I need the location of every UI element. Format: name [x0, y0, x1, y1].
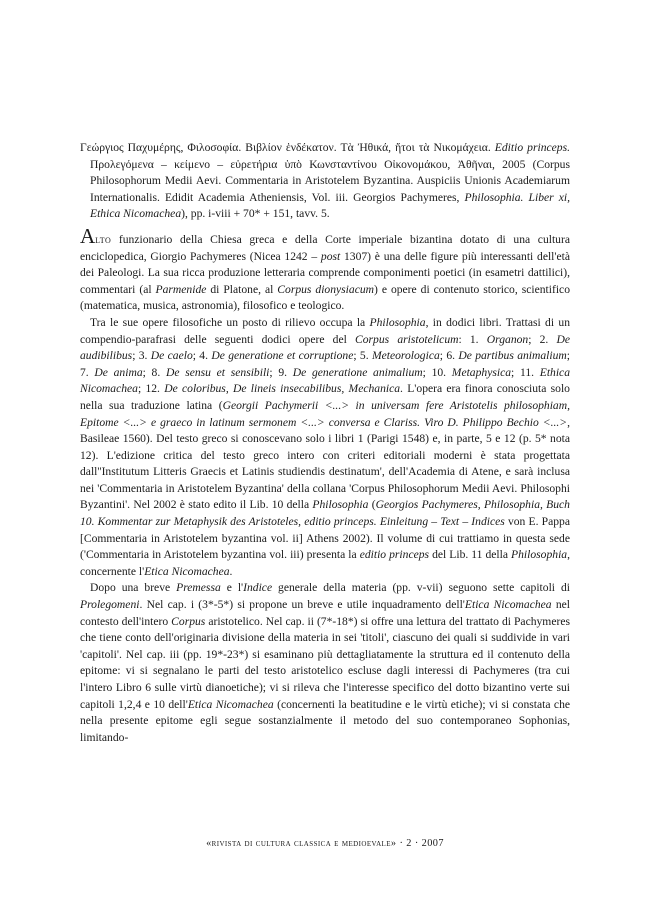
italic-run: Etica Nicomachea — [464, 598, 552, 612]
work-title: Meteorologica — [371, 349, 440, 363]
small-caps-opening: lto — [95, 232, 112, 246]
work-title: De generatione et corruptione — [211, 349, 354, 363]
italic-run: Premessa — [176, 581, 221, 595]
italic-run: Philosophia — [312, 498, 369, 512]
work-title: De audibilibus — [80, 332, 571, 363]
greek-editor-series: Προλεγόμενα – κείμενο – εὑρετήρια ὑπὸ Κωνσταντίνου Οἰκονομάκου, Ἀθῆναι, 2005 (Corpus Philosophorum Medii Aevi. Commentaria in Aristotelem Byzantina. Auspiciis Unionis Academiarum Internationalis. Edidit Academia Atheniensis, Vol. iii. Georgios Pachymeres, — [90, 157, 570, 204]
review-page — [80, 140, 570, 746]
text-run: : 1. — [458, 332, 487, 346]
bibliographic-entry — [80, 140, 570, 223]
work-title: De anima — [94, 365, 143, 379]
italic-run: Corpus aristotelicum — [355, 332, 459, 346]
italic-run: Indice — [243, 581, 273, 595]
text-run: (concernenti la beatitudine e le virtù etiche); vi si constata che nella presente epitome egli segue sostanzialmente il metodo del suo contemporaneo Sophonias, limitando- — [80, 697, 571, 744]
text-run: ; 10. — [422, 365, 452, 379]
italic-run: Philosophia — [511, 548, 568, 562]
text-run: ; 12. — [137, 382, 165, 396]
text-run: ( — [368, 498, 376, 512]
text-run: del Lib. 11 della — [429, 548, 512, 562]
italic-run: Etica Nicomachea — [144, 564, 230, 578]
text-run: ; 9. — [269, 365, 293, 379]
work-title: De generatione animalium — [292, 365, 423, 379]
italic-run: Georgii Pachymerii <...> in universam fere Aristotelis philosophiam, Epitome <...> e graeco in latinum sermonem <...> conversa e Clariss. Viro D. Philippo Bechio <...> — [80, 398, 570, 429]
text-run: ; 2. — [528, 332, 557, 346]
text-run: . — [229, 564, 233, 578]
text-run: nel contesto dell'intero — [80, 598, 570, 628]
greek-title: Γεώργιος Παχυμέρης, Φιλοσοφία. Βιβλίον ἑνδέκατον. Τὰ Ἠθικά, ἤτοι τὰ Νικομάχεια. — [80, 141, 491, 154]
work-title: De partibus animalium — [458, 349, 567, 363]
work-title: De coloribus, De lineis insecabilibus, Mechanica — [164, 382, 401, 396]
text-run: ; 11. — [511, 365, 540, 379]
running-footer — [80, 838, 570, 849]
work-title: Ethica Nicomachea — [80, 365, 570, 396]
text-run: di Platone, al — [206, 282, 278, 296]
editio-princeps: Editio princeps. — [494, 141, 570, 154]
text-run: von E. Pappa [Commentaria in Aristotelem byzantina vol. ii] Athens 2002). Il volume di cui trattiamo in questa sede ('Commentaria in Aristotelem byzantina vol. iii) presenta la — [80, 515, 570, 562]
italic-run: Etica Nicomachea — [187, 697, 274, 711]
italic-run: post — [320, 249, 341, 263]
text-run: . Nel cap. i (3*-5*) si propone un breve e utile inquadramento dell' — [139, 598, 465, 612]
pages-info: ), pp. i-viii + 70* + 151, tavv. 5. — [181, 207, 330, 221]
italic-run: Prolegomeni — [80, 598, 140, 612]
text-run: ; 7. — [80, 349, 571, 379]
italic-run: Parmenide — [155, 282, 207, 296]
work-title: Organon — [486, 332, 529, 346]
italic-run: editio princeps — [359, 548, 430, 562]
review-body — [80, 223, 571, 746]
work-title: De sensu et sensibili — [165, 365, 270, 379]
text-run: ; 3. — [132, 349, 151, 363]
italic-run: Philosophia — [369, 315, 426, 329]
text-run: ; 6. — [439, 349, 459, 363]
italic-run: Corpus dionysiacum — [277, 282, 375, 296]
text-run: ) e opere di contenuto storico, scientifico (matematica, musica, astronomia), filosofico e teologico. — [80, 282, 570, 313]
text-run: , concernente l' — [80, 548, 570, 578]
text-run: , Basileae 1560). Del testo greco si conoscevano solo i libri 1 (Parigi 1548) e, in parte, 5 e 12 (p. 5* nota 12). L'edizione critica del testo greco intero con criteri editoriali moderni è stata progettata dall''Institutum Litteris Graecis et Latinis studiendis destinatum', dell'Academia di Atene, e sarà inclusa nei 'Commentaria in Aristotelem Byzantina' della collana 'Corpus Philosophorum Medii Aevi. Philosophi Byzantini'. Nel 2002 è stato edito il Lib. 10 della — [80, 415, 570, 512]
text-run: e l' — [220, 581, 244, 595]
journal-footer-text: «rivista di cultura classica e medioevale» · 2 · 2007 — [206, 838, 444, 849]
text-run: 1307) è una delle figure più interessanti dell'età dei Paleologi. La sua ricca produzione letteraria comprende componimenti poetici (in esametri dattilici), commentari (al — [80, 249, 571, 296]
text-run: ; 8. — [142, 365, 166, 379]
italic-run: Georgios Pachymeres, Philosophia, Buch 10. Kommentar zur Metaphysik des Aristoteles, editio princeps. Einleitung – Text – Indices — [80, 498, 570, 529]
italic-run: Corpus — [171, 614, 206, 628]
text-run: . L'opera era finora conosciuta solo nella sua traduzione latina ( — [80, 382, 570, 412]
text-run: Tra le sue opere filosofiche un posto di rilievo occupa la — [90, 315, 370, 329]
paragraph-1 — [80, 223, 571, 315]
text-run: , in dodici libri. Trattasi di un compendio-parafrasi delle seguenti dodici opere del — [80, 315, 570, 346]
work-title: De caelo — [150, 349, 193, 363]
text-run: generale della materia (pp. v-vii) seguono sette capitoli di — [272, 581, 570, 595]
text-run: ; 4. — [192, 349, 212, 363]
text-run: funzionario della Chiesa greca e della Corte imperiale bizantina dotato di una cultura enciclopedica, Giorgio Pachymeres (Nicea 1242 – — [80, 232, 570, 263]
latin-title: Philosophia. Liber xi, Ethica Nicomachea — [90, 190, 570, 221]
drop-cap: A — [80, 223, 96, 248]
work-title: Metaphysica — [451, 365, 512, 379]
text-run: Dopo una breve — [90, 581, 177, 595]
paragraph-3 — [80, 580, 570, 746]
text-run: aristotelico. Nel cap. ii (7*-18*) si offre una lettura del trattato di Pachymeres che tiene conto dell'originaria divisione della materia in sei 'titoli', ciascuno dei quali si suddivide in vari 'capitoli'. Nel cap. iii (pp. 19*-23*) si esaminano più dettagliatamente la struttura ed il contenuto della epitome: vi si segnalano le parti del testo aristotelico escluse dagli interessi di Pachymeres (tra cui l'intero Libro 6 sulle virtù dianoetiche); vi si rileva che l'interesse specifico del dotto bizantino verte sui capitoli 1,2,4 e 10 dell' — [80, 614, 570, 711]
text-run: ; 5. — [353, 349, 372, 363]
paragraph-2 — [80, 315, 570, 581]
